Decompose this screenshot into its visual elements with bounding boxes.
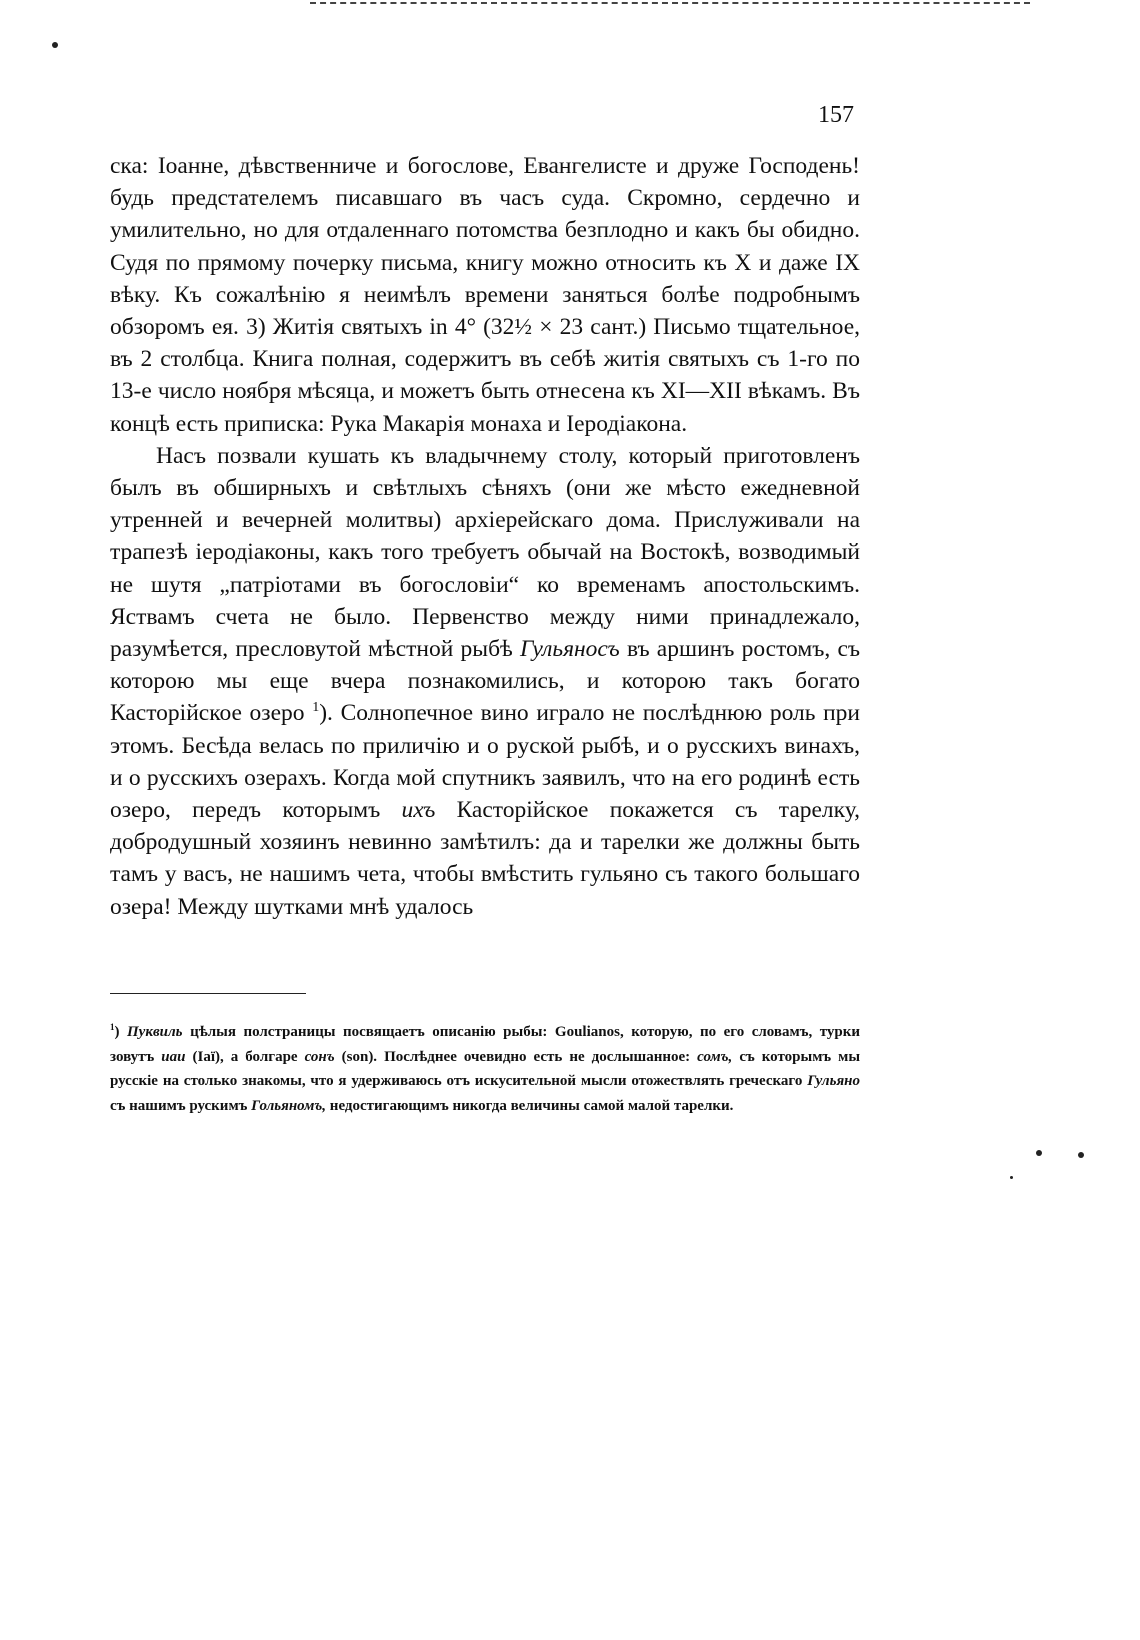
- scan-speck: [52, 42, 58, 48]
- italic-fish-name: Гульяносъ: [520, 636, 620, 663]
- paragraph-2-text-a: Насъ позвали кушать къ владычнему столу, который приготовленъ былъ въ обширныхъ и свѣтлыхъ сѣняхъ (они же мѣсто ежедневной утренней и вечерней молитвы) архіерейскаго дома. Прислуживали на трапезѣ іеродіаконы, какъ того требуетъ обычай на Востокѣ, возводимый не шутя „патріотами въ богословіи“ ко временамъ апостольскимъ. Яствамъ счета не было. Первенство между ними принадлежало, разумѣется, пресловутой мѣстной рыбѣ: [110, 442, 860, 663]
- scan-edge-artifact: [310, 2, 1030, 4]
- footnote-marker: 1: [110, 1022, 115, 1032]
- footnote-text: съ которымъ мы русскіе на столько знакомы, что я удерживаюсь отъ искусительной мысли отожествлять греческаго: [110, 1048, 861, 1089]
- paragraph-2-text-c: ). Солнопечное вино играло не послѣднюю роль при этомъ. Бесѣда велась по приличію и о руской рыбѣ, и о русскихъ винахъ, и о русскихъ озерахъ. Когда мой спутникъ заявилъ, что на его родинѣ есть озеро, передъ которымъ: [110, 700, 861, 824]
- footnote-text: недостигающимъ никогда величины самой малой тарелки.: [329, 1097, 734, 1114]
- paragraph-1: ска: Іоанне, дѣвственниче и богослове, Евангелисте и друже Господень! будь предстателемъ писавшаго въ часъ суда. Скромно, сердечно и умилительно, но для отдаленнаго потомства безплодно и какъ бы обидно. Судя по прямому почерку письма, книгу можно относить къ Х и даже IX вѣку. Къ сожалѣнію я неимѣлъ времени заняться болѣе подробнымъ обзоромъ ея. 3) Житія святыхъ in 4° (32½ × 23 сант.) Письмо тщательное, въ 2 столбца. Книга полная, содержитъ въ себѣ житія святыхъ съ 1-го по 13-е число ноября мѣсяца, и можетъ быть отнесена къ XI—XII вѣкамъ. Въ концѣ есть приписка: Рука Макарія монаха и Іеродіакона.: [110, 153, 860, 437]
- page-number: 157: [818, 102, 854, 128]
- footnote-italic-word: Гульяно: [807, 1073, 860, 1089]
- scan-speck: [1036, 1150, 1042, 1156]
- footnote-text: (son). Послѣднее очевидно есть не дослышанное:: [341, 1048, 691, 1065]
- footnote-text: цѣлыя полстраницы посвящаетъ описанію рыбы: Goulianos, которую, по его словамъ, турки зовутъ: [110, 1024, 861, 1065]
- footnote-italic-word: Гольяномъ,: [251, 1097, 327, 1114]
- footnote-divider: [110, 993, 306, 994]
- footnote-text: (Iaï), а болгаре: [192, 1048, 298, 1065]
- footnote-marker-suffix: ): [114, 1024, 120, 1040]
- paragraph-2-text-b: въ аршинъ ростомъ, съ которою мы еще вчера познакомились, и которою такъ богато Касторійское озеро: [110, 636, 861, 727]
- footnote-italic-word: иаи: [161, 1048, 186, 1065]
- paragraph-2-text-d: Касторійское покажется съ тарелку, добродушный хозяинъ невинно замѣтилъ: да и тарелки же должны быть тамъ у васъ, не нашимъ чета, чтобы вмѣстить гульяно съ такого большаго озера! Между шутками мнѣ удалось: [110, 797, 861, 920]
- footnote-reference[interactable]: 1: [312, 699, 320, 716]
- italic-emphasis: ихъ: [401, 797, 436, 824]
- footnote-italic-word: сомъ,: [697, 1048, 733, 1065]
- footnote-author: Пуквиль: [127, 1024, 183, 1040]
- footnote: [110, 1020, 860, 1118]
- footnote-italic-word: сонъ: [304, 1048, 335, 1065]
- scan-speck: [1010, 1176, 1013, 1179]
- paragraph-2: [110, 440, 860, 923]
- footnote-text: съ нашимъ рускимъ: [110, 1097, 248, 1114]
- scan-speck: [1078, 1152, 1084, 1158]
- main-text: [110, 150, 860, 923]
